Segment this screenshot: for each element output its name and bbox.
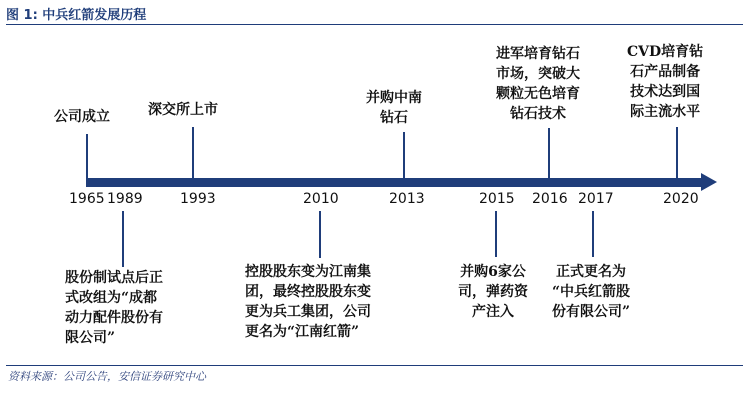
timeline-axis	[86, 178, 703, 187]
event-line: 股份制试点后正	[65, 270, 163, 286]
title-divider	[6, 24, 743, 25]
event-2015	[458, 262, 528, 322]
tick-2015	[495, 211, 497, 257]
event-line: 石产品制备	[630, 64, 701, 80]
tick-1965	[86, 134, 88, 180]
event-line: 团，最终控股股东变	[245, 284, 371, 300]
tick-2010	[319, 211, 321, 258]
event-line: 技术达到国	[630, 84, 701, 100]
year-label: 2020	[663, 191, 699, 207]
source-note: 资料来源：公司公告，安信证券研究中心	[8, 370, 206, 383]
event-line: 进军培育钻石	[496, 46, 580, 62]
event-line: 产注入	[472, 304, 514, 320]
figure-title: 图 1: 中兵红箭发展历程	[6, 8, 147, 23]
event-line: 钻石	[380, 110, 408, 126]
tick-2013	[403, 132, 405, 180]
event-line: 并购6家公	[460, 264, 526, 280]
event-1989	[65, 268, 163, 348]
event-line: 公司成立	[54, 109, 110, 125]
year-label: 2017	[578, 191, 614, 207]
event-line: 更名为“江南红箭”	[245, 324, 360, 340]
event-1965	[54, 107, 110, 127]
event-2016	[496, 44, 580, 124]
event-2020	[627, 42, 703, 122]
event-2010	[245, 262, 371, 342]
tick-2020	[676, 127, 678, 180]
year-label: 1993	[180, 191, 216, 207]
event-2017	[552, 262, 630, 322]
event-line: 颗粒无色培育	[496, 86, 580, 102]
year-label: 1989	[107, 191, 143, 207]
event-line: 并购中南	[366, 90, 422, 106]
event-line: 动力配件股份有	[65, 310, 163, 326]
event-line: 式改组为“成都	[65, 290, 158, 306]
year-label: 2016	[532, 191, 568, 207]
year-label: 2010	[303, 191, 339, 207]
tick-2017	[592, 211, 594, 257]
event-line: CVD培育钻	[627, 44, 704, 60]
tick-1993	[192, 127, 194, 180]
event-line: 市场，突破大	[496, 66, 580, 82]
event-line: 份有限公司”	[552, 304, 631, 320]
event-line: 际主流水平	[630, 104, 701, 120]
event-line: 正式更名为	[556, 264, 627, 280]
year-label: 2015	[479, 191, 515, 207]
event-line: 更为兵工集团，公司	[245, 304, 371, 320]
event-line: 钻石技术	[510, 106, 566, 122]
year-label: 2013	[389, 191, 425, 207]
source-divider	[6, 365, 743, 366]
event-1993	[148, 100, 218, 120]
event-line: 深交所上市	[148, 102, 218, 118]
event-line: 司，弹药资	[458, 284, 528, 300]
event-line: 限公司”	[65, 330, 116, 346]
arrow-right-icon	[701, 173, 717, 191]
event-line: “中兵红箭股	[552, 284, 631, 300]
year-label: 1965	[69, 191, 105, 207]
event-line: 控股股东变为江南集	[245, 264, 371, 280]
tick-2016	[548, 128, 550, 180]
event-2013	[366, 88, 422, 128]
tick-1989	[122, 211, 124, 267]
